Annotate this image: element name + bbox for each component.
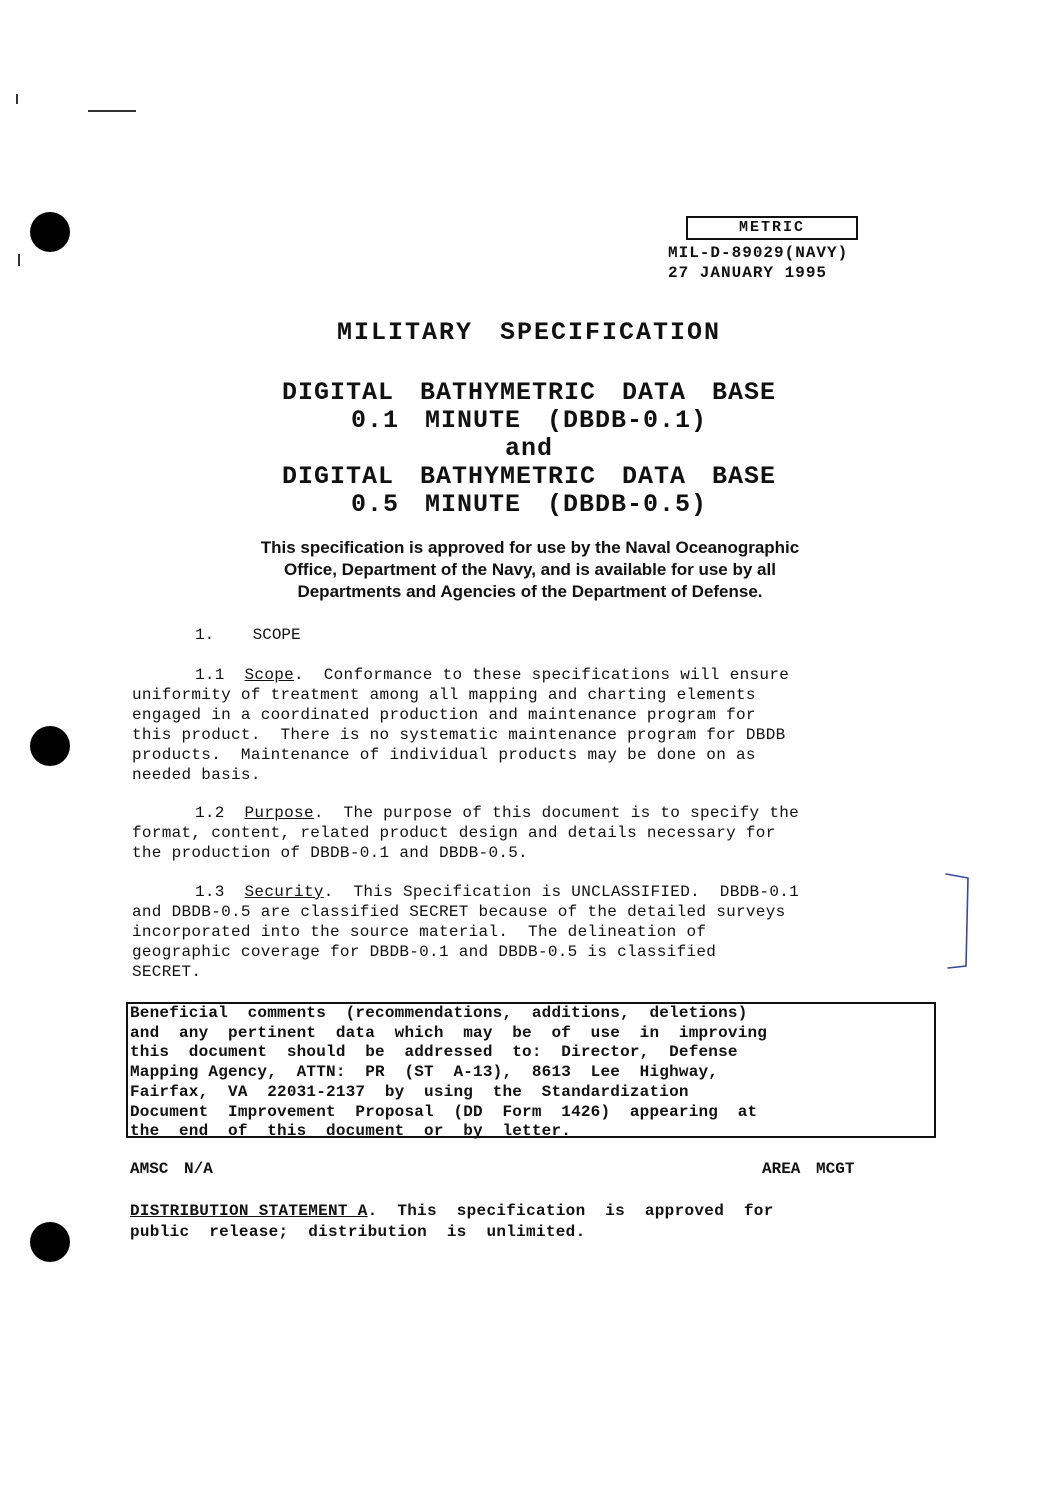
document-number: MIL-D-89029(NAVY) [668,244,849,262]
paragraph-body: format, content, related product design and details necessary for the production of DBDB-0.1 and DBDB-0.5. [132,824,776,862]
paragraph-first-line: . This Specification is UNCLASSIFIED. DBDB-0.1 [323,883,800,901]
margin-bracket-mark [940,870,980,974]
distribution-line: public release; distribution is unlimited. [130,1223,586,1241]
approval-line: This specification is approved for use by the Naval Oceanographic [260,538,800,557]
approval-statement [150,537,910,603]
paragraph-title: Purpose [244,804,314,822]
punch-hole-top [30,212,70,252]
title-line-4: DIGITAL BATHYMETRIC DATA BASE [281,462,777,491]
distribution-line: . This specification is approved for [367,1202,774,1220]
approval-line: Departments and Agencies of the Department of Defense. [297,582,763,601]
document-date: 27 JANUARY 1995 [668,264,828,282]
paragraph-title: Security [244,883,324,901]
section-title: SCOPE [252,626,301,644]
punch-hole-bottom [30,1222,70,1262]
title-line-5: 0.5 MINUTE (DBDB-0.5) [350,490,708,519]
paragraph-title: Scope [244,666,295,684]
comments-text: Beneficial comments (recommendations, additions, deletions) and any pertinent data which may be of use in improving this document should be addressed to: Director, Defense Mapping Agency, ATTN: PR (ST A-13), 8613 Lee Highway, Fairfax, VA 22031-2137 by using the Standardization Document Improvement Proposal (DD Form 1426) appearing at the end of this document or by letter. [130,1004,768,1141]
paragraph-number: 1.1 [195,666,225,684]
title-line-3: and [504,434,553,463]
paragraph-first-line: . The purpose of this document is to specify the [313,804,800,822]
distribution-statement [130,1201,774,1243]
scan-mark [88,110,136,112]
paragraph-number: 1.3 [195,883,225,901]
paragraph-body: and DBDB-0.5 are classified SECRET because of the detailed surveys incorporated into the source material. The delineation of geographic coverage for DBDB-0.1 and DBDB-0.5 is classified SECRET. [132,903,786,981]
paragraph-number: 1.2 [195,804,225,822]
title-line-1: DIGITAL BATHYMETRIC DATA BASE [281,378,777,407]
title-line-2: 0.1 MINUTE (DBDB-0.1) [350,406,708,435]
amsc-label: AMSC N/A [130,1160,213,1178]
section-heading [195,626,301,644]
paragraph-1-1 [132,665,932,785]
page-title: MILITARY SPECIFICATION [336,318,722,347]
paragraph-1-2 [132,803,932,863]
paragraph-1-3 [132,882,932,982]
punch-hole-middle [30,726,70,766]
paragraph-body: uniformity of treatment among all mapping and charting elements engaged in a coordinated production and maintenance program for this product. There is no systematic maintenance program for DBDB products. Maintenance of individual products may be done on as needed basis. [132,686,786,784]
area-label: AREA MCGT [762,1160,855,1178]
approval-line: Office, Department of the Navy, and is available for use by all [284,560,776,579]
scan-mark [16,94,18,104]
section-number: 1. [195,626,215,644]
distribution-title: DISTRIBUTION STATEMENT A [130,1202,368,1220]
metric-label: METRIC [686,216,858,240]
scan-mark [18,254,20,266]
paragraph-first-line: . Conformance to these specifications will ensure [294,666,790,684]
